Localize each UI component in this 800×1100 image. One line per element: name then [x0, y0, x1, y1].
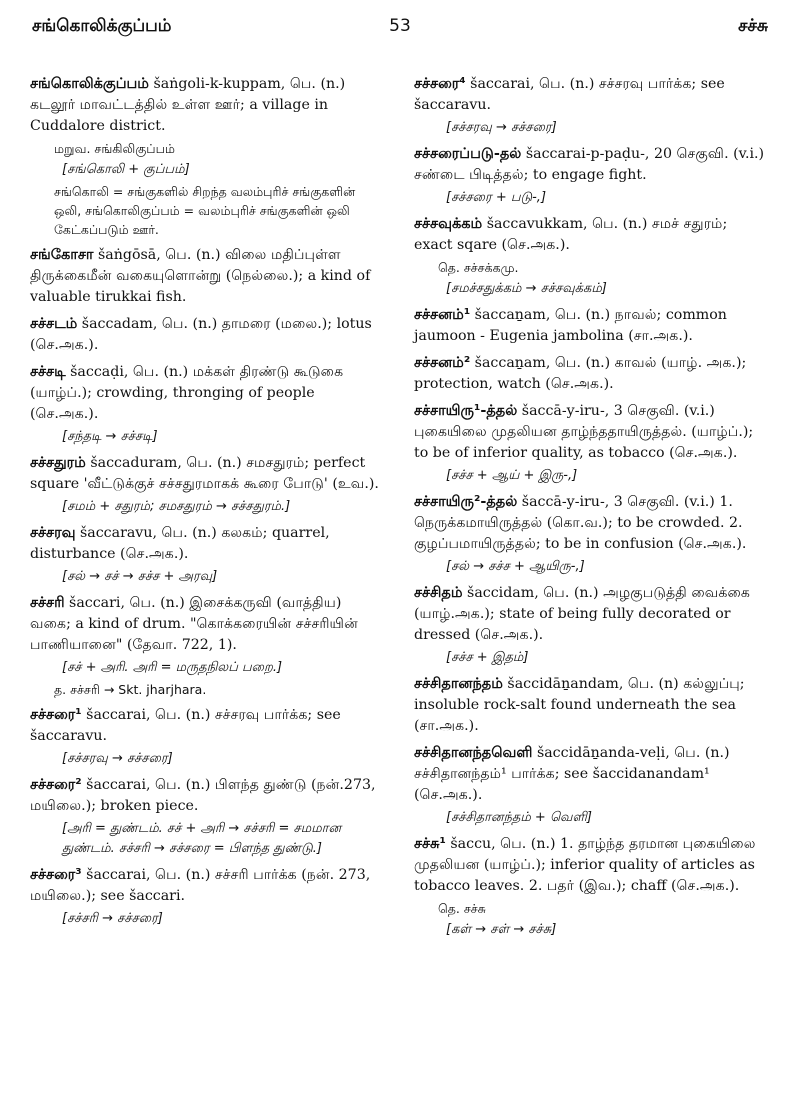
entry-definition [414, 74, 770, 116]
dictionary-entry [30, 775, 386, 859]
entry-text: šaccarai, பெ. (n.) சச்சரவு பார்க்க; see šaccaravu. [30, 707, 341, 744]
header-guide-word-right: சச்சு [738, 16, 768, 36]
entry-headword: சச்சனம்² [414, 355, 471, 371]
entry-definition [30, 705, 386, 747]
entry-headword: சச்சாயிரு¹-த்தல் [414, 403, 518, 419]
entry-text: šaccarai, பெ. (n.) சச்சரவு பார்க்க; see šaccaravu. [414, 76, 725, 113]
entry-etymology: [சங்கொலி + குப்பம்] [62, 162, 190, 177]
dictionary-entry [30, 362, 386, 447]
entry-etymology: [சமம் + சதுரம்; சமசதுரம் → சச்சதுரம்.] [62, 499, 291, 514]
dictionary-entry [30, 453, 386, 517]
entry-definition [30, 245, 386, 308]
entry-text: šaccarai, பெ. (n.) சச்சரி பார்க்க (நன். 273, மயிலை.); see šaccari. [30, 867, 371, 904]
entry-text: šaccidāṉanda-veḷi, பெ. (n.) சச்சிதானந்தம்¹ பார்க்க; see šaccidanandam¹ (செ.அக.). [414, 745, 730, 803]
entry-definition [30, 593, 386, 656]
entry-text: šaccā-y-iru-, 3 செகுவி. (v.i.) புகையிலை முதலியன தாழ்ந்ததாயிருத்தல். (யாழ்ப்.); to be of inferior quality, as tobacco (செ.அக.). [414, 403, 754, 461]
entry-definition [30, 775, 386, 817]
header-guide-word-left: சங்கொலிக்குப்பம் [32, 16, 172, 36]
entry-headword: சங்கோசா [30, 247, 94, 263]
entry-definition [30, 523, 386, 565]
entry-definition [414, 305, 770, 347]
entry-text: šaccarai, பெ. (n.) பிளந்த துண்டு (நன்.273, மயிலை.); broken piece. [30, 777, 376, 814]
entry-definition [30, 74, 386, 137]
entry-etymology: [சமச்சதுக்கம் → சச்சவுக்கம்] [446, 281, 607, 296]
entry-note: த. சச்சரி → Skt. jharjhara. [54, 682, 207, 697]
entry-headword: சச்சரவு [30, 525, 76, 541]
entry-text: šaccarai-p-paḍu-, 20 செகுவி. (v.i.) சண்டை பிடித்தல்; to engage fight. [414, 146, 765, 183]
entry-text: šaccaḍi, பெ. (n.) மக்கள் திரண்டு கூடுகை (யாழ்ப்.); crowding, thronging of people (செ.அக.). [30, 364, 344, 422]
entry-note: சங்கொலி = சங்குகளில் சிறந்த வலம்புரிச் சங்குகளின் ஒலி, சங்கொலிகுப்பம் = வலம்புரிச் சங்குகளின் ஒலி கேட்கப்படும் ஊர். [54, 184, 356, 237]
page-number: 53 [389, 16, 411, 36]
entry-etymology: [சச் + அரி. அரி = மருதநிலப் பறை.] [62, 660, 283, 675]
entry-headword: சச்சவுக்கம் [414, 216, 483, 232]
entry-etymology: [சந்தடி → சச்சடி] [62, 429, 158, 444]
dictionary-entry [414, 743, 770, 828]
dictionary-entry [414, 401, 770, 486]
entry-headword: சச்சடி [30, 364, 66, 380]
entry-text: šaccu, பெ. (n.) 1. தாழ்ந்த தரமான புகையிலை முதலியன (யாழ்ப்.); inferior quality of articles as tobacco leaves. 2. பதர் (இவ.); chaff (செ.அக.). [414, 836, 756, 894]
dictionary-entry [414, 492, 770, 577]
entry-headword: சச்சரைப்படு-தல் [414, 146, 522, 162]
entry-headword: சச்சாயிரு²-த்தல் [414, 494, 518, 510]
entry-definition [30, 865, 386, 907]
page-header [28, 6, 772, 42]
entry-text: šaṅgōsā, பெ. (n.) விலை மதிப்புள்ள திருக்கைமீன் வகையுளொன்று (நெல்லை.); a kind of valuable tirukkai fish. [30, 247, 371, 305]
dictionary-entry [414, 305, 770, 347]
entry-etymology: [சச்சரவு → சச்சரை] [62, 751, 173, 766]
entry-etymology: [சச்சரி → சச்சரை] [62, 911, 163, 926]
entry-etymology: [அரி = துண்டம். சச் + அரி → சச்சரி = சமமான துண்டம். சச்சரி → சச்சரை = பிளந்த துண்டு.] [62, 821, 342, 856]
entry-note: மறுவ. சங்கிலிகுப்பம் [54, 141, 175, 156]
entry-definition [30, 314, 386, 356]
entry-definition [414, 401, 770, 464]
dictionary-entry [30, 865, 386, 929]
entry-etymology: [சச்சிதானந்தம் + வெளி] [446, 810, 592, 825]
entry-definition [414, 144, 770, 186]
dictionary-entry [30, 74, 386, 239]
entry-text: šaṅgoli-k-kuppam, பெ. (n.) கடலூர் மாவட்டத்தில் உள்ள ஊர்; a village in Cuddalore district. [30, 76, 346, 134]
entry-text: šaccidāṉandam, பெ. (n) கல்லுப்பு; insoluble rock-salt found underneath the sea (சா.அக.). [414, 676, 745, 734]
entry-headword: சச்சு¹ [414, 836, 446, 852]
entry-text: šaccari, பெ. (n.) இசைக்கருவி (வாத்திய) வகை; a kind of drum. "கொக்கரையின் சச்சரியின் பாணியானை" (தேவா. 722, 1). [30, 595, 358, 653]
entry-headword: சச்சதுரம் [30, 455, 86, 471]
entry-definition [414, 583, 770, 646]
entry-headword: சச்சிதானந்தம் [414, 676, 503, 692]
entry-etymology: [சச்ச + ஆய் + இரு-,] [446, 468, 578, 483]
dictionary-entry [414, 214, 770, 299]
entry-definition [30, 453, 386, 495]
entry-text: šaccadam, பெ. (n.) தாமரை (மலை.); lotus (செ.அக.). [30, 316, 372, 353]
dictionary-entry [414, 74, 770, 138]
entry-headword: சச்சிதானந்தவெளி [414, 745, 533, 761]
dictionary-entry [30, 314, 386, 356]
entry-etymology: [சச்சரை + படு-,] [446, 190, 547, 205]
entry-etymology: [கள் → சள் → சச்சு] [446, 922, 557, 937]
left-column [30, 74, 386, 935]
dictionary-entry [414, 834, 770, 940]
entry-headword: சங்கொலிக்குப்பம் [30, 76, 149, 92]
entry-headword: சச்சிதம் [414, 585, 463, 601]
entry-text: šaccaduram, பெ. (n.) சமசதுரம்; perfect square 'வீட்டுக்குச் சச்சதுரமாகக் கூரை போடு' (உவ.). [30, 455, 379, 492]
dictionary-entry [414, 583, 770, 668]
entry-definition [414, 492, 770, 555]
dictionary-entry [30, 523, 386, 587]
entry-headword: சச்சனம்¹ [414, 307, 471, 323]
entry-text: šaccaravu, பெ. (n.) கலகம்; quarrel, disturbance (செ.அக.). [30, 525, 330, 562]
dictionary-entry [414, 353, 770, 395]
entry-headword: சச்சரி [30, 595, 65, 611]
entry-text: šaccā-y-iru-, 3 செகுவி. (v.i.) 1. நெருக்கமாயிருத்தல் (கொ.வ.); to be crowded. 2. குழப்பமாயிருத்தல்; to be in confusion (செ.அக.). [414, 494, 747, 552]
entry-headword: சச்சடம் [30, 316, 78, 332]
entry-definition [414, 743, 770, 806]
dictionary-entry [30, 593, 386, 699]
entry-definition [414, 834, 770, 897]
entry-text: šaccaṉam, பெ. (n.) காவல் (யாழ். அக.); protection, watch (செ.அக.). [414, 355, 747, 392]
dictionary-entry [30, 245, 386, 308]
entry-definition [414, 214, 770, 256]
entry-definition [414, 674, 770, 737]
dictionary-columns [30, 74, 770, 1084]
dictionary-entry [30, 705, 386, 769]
entry-text: šaccaṉam, பெ. (n.) நாவல்; common jaumoon - Eugenia jambolina (சா.அக.). [414, 307, 727, 344]
entry-note: தெ. சச்சு [438, 901, 486, 916]
entry-headword: சச்சரை³ [30, 867, 82, 883]
dictionary-entry [414, 144, 770, 208]
entry-definition [414, 353, 770, 395]
right-column [414, 74, 770, 946]
entry-note: தெ. சச்சக்கமு. [438, 260, 519, 275]
entry-definition [30, 362, 386, 425]
dictionary-entry [414, 674, 770, 737]
entry-etymology: [சச்சரவு → சச்சரை] [446, 120, 557, 135]
entry-headword: சச்சரை² [30, 777, 82, 793]
entry-etymology: [சல் → சச்ச + ஆயிரு-,] [446, 559, 585, 574]
entry-text: šaccidam, பெ. (n.) அழகுபடுத்தி வைக்கை (யாழ்.அக.); state of being fully decorated or dressed (செ.அக.). [414, 585, 750, 643]
entry-text: šaccavukkam, பெ. (n.) சமச் சதுரம்; exact sqare (செ.அக.). [414, 216, 728, 253]
entry-etymology: [சல் → சச் → சச்ச + அரவு] [62, 569, 218, 584]
entry-headword: சச்சரை¹ [30, 707, 82, 723]
entry-headword: சச்சரை⁴ [414, 76, 466, 92]
entry-etymology: [சச்ச + இதம்] [446, 650, 529, 665]
